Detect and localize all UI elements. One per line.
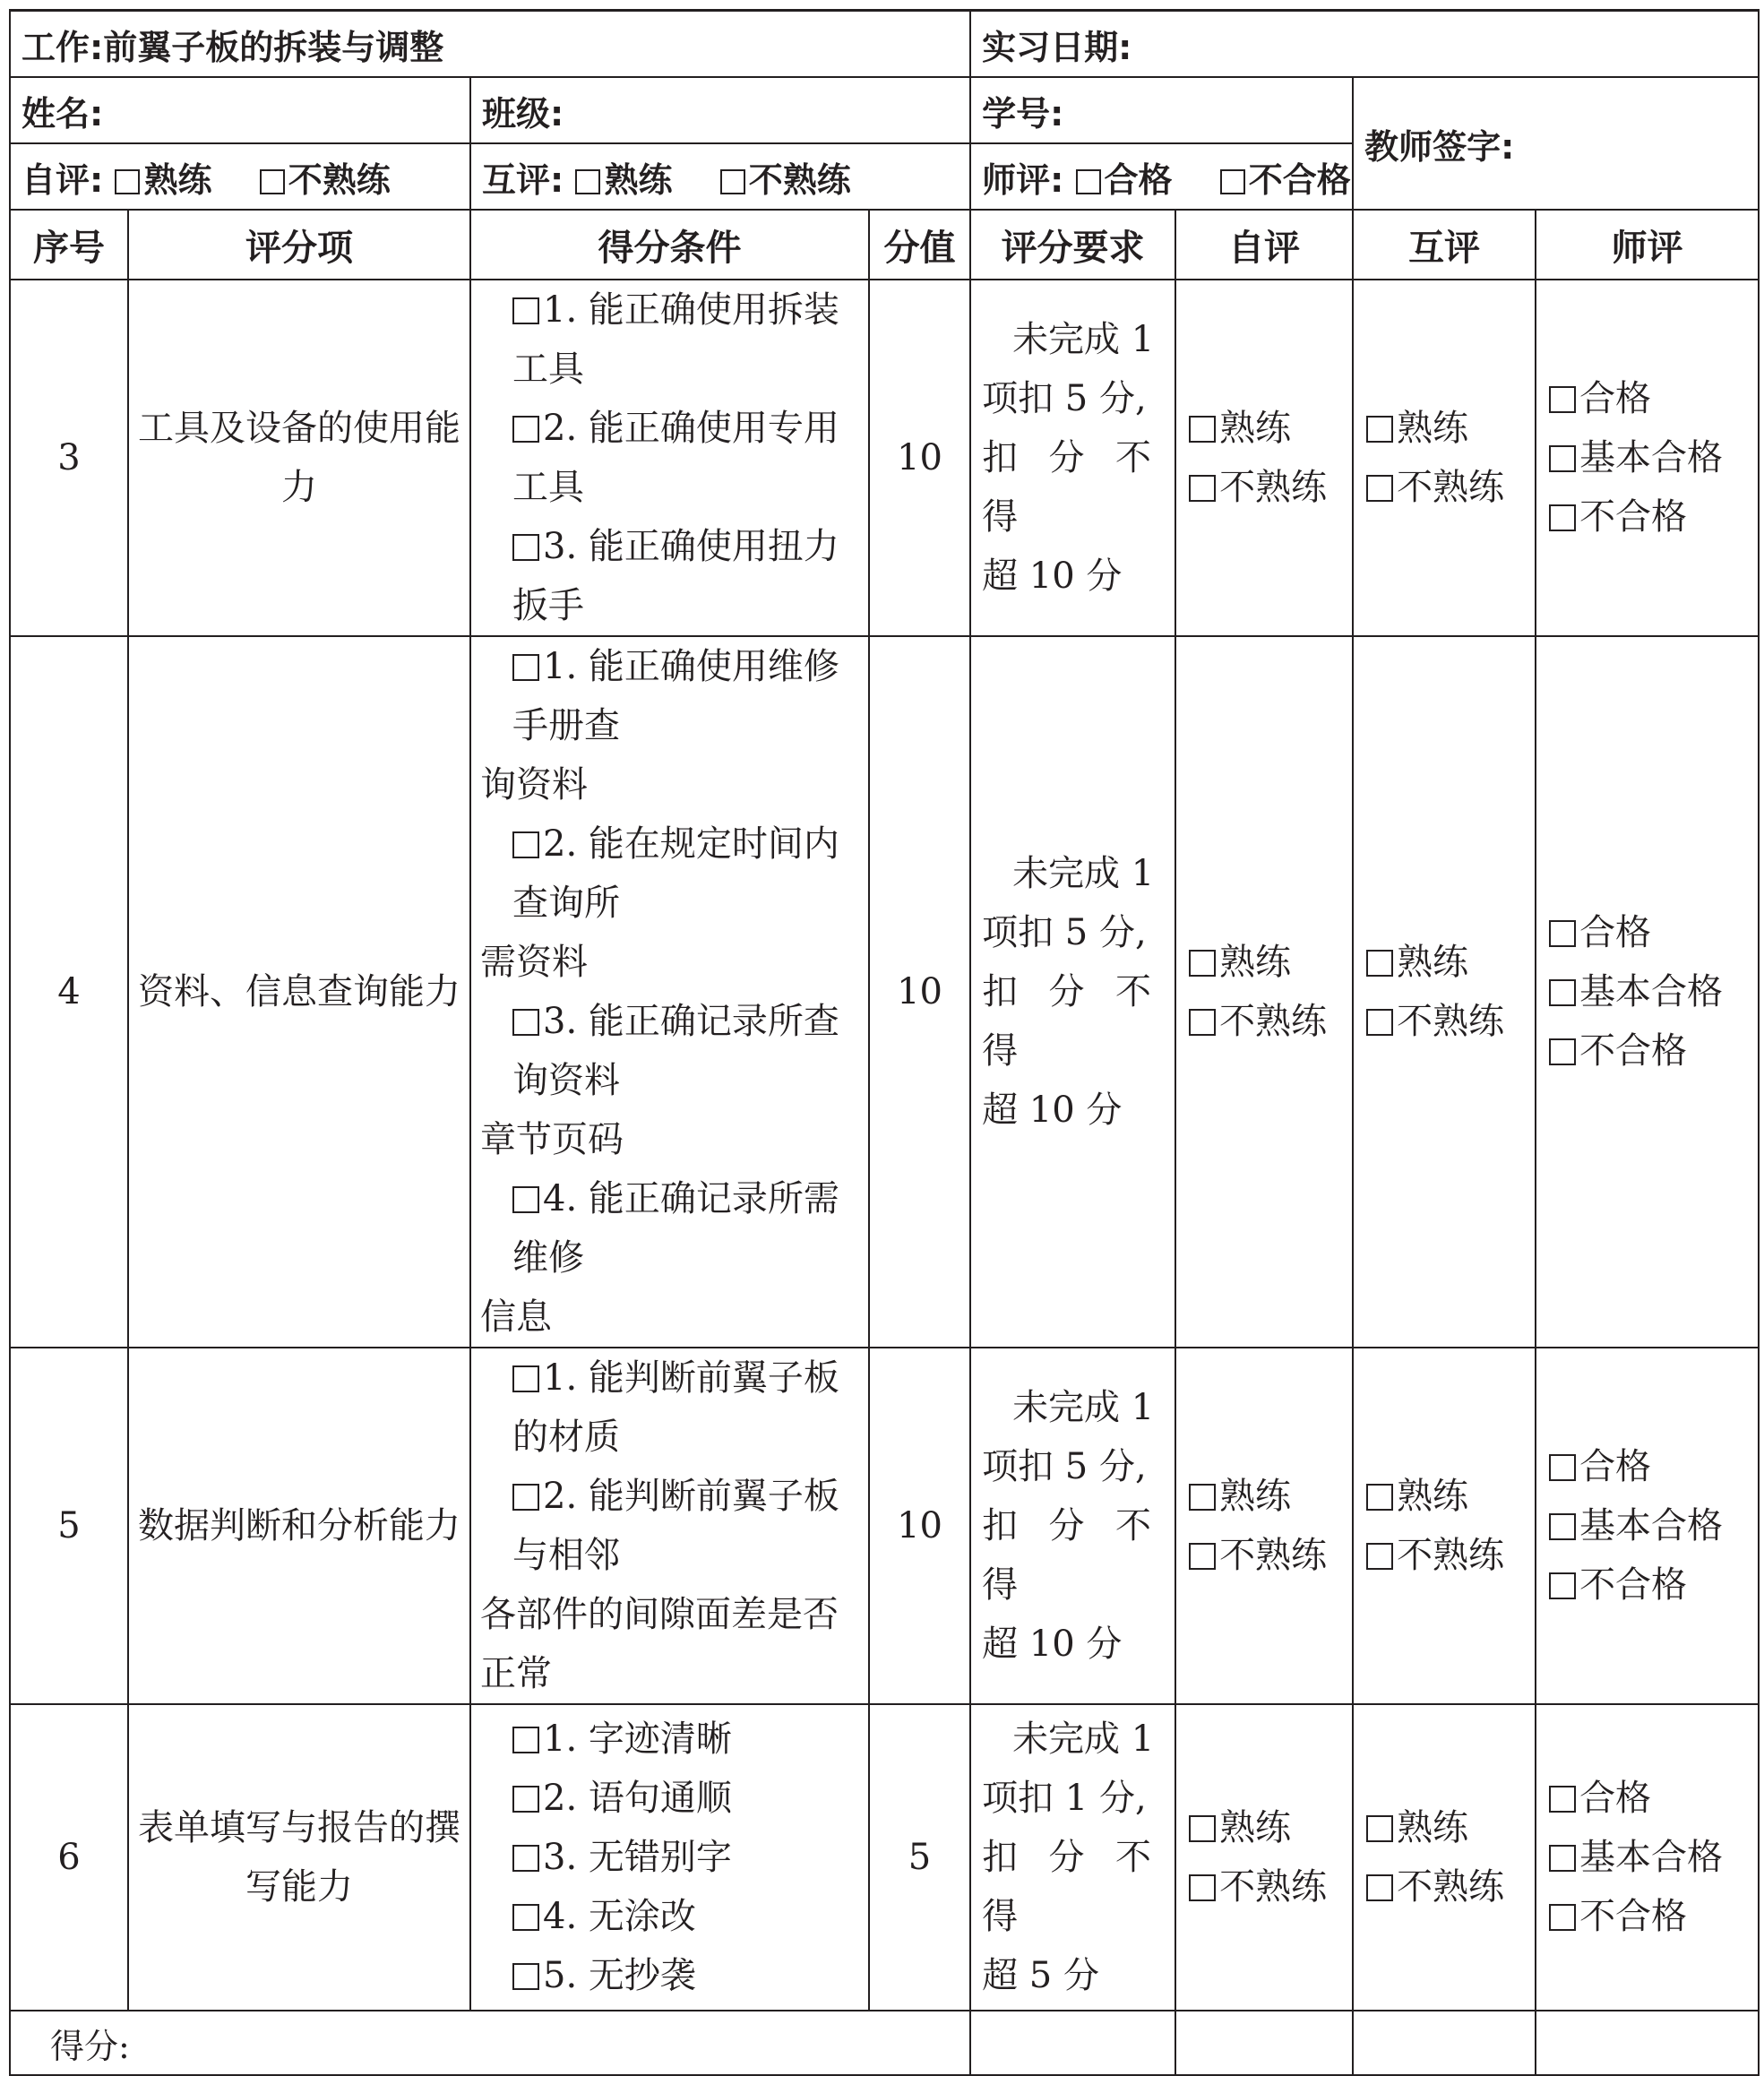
- option-label: 合格: [1579, 912, 1652, 953]
- requirement-cell: [970, 636, 1175, 1348]
- condition-text: 3. 能正确记录所查询资料: [512, 1001, 839, 1101]
- option-line: [1366, 458, 1535, 517]
- option-label: 不熟练: [1397, 1001, 1505, 1042]
- option-line: [1549, 428, 1758, 487]
- item-label: 信息查询: [245, 971, 389, 1012]
- condition-line: [480, 933, 859, 992]
- student-id-label: 学号:: [982, 93, 1064, 134]
- condition-line: [480, 1769, 859, 1828]
- option-label: 熟练: [1219, 1807, 1292, 1848]
- option-line: [1366, 399, 1535, 458]
- condition-text: 各部件的间隙面差是否正常: [480, 1594, 839, 1694]
- col-points: 分值: [869, 210, 970, 280]
- date-label: 实习日期:: [982, 27, 1132, 67]
- condition-text: 5. 无抄袭: [543, 1955, 696, 1996]
- self-eval-cell: [1175, 1704, 1353, 2011]
- date-cell: [970, 11, 1759, 78]
- teacher-eval-cell: [1536, 280, 1759, 636]
- class-cell: [470, 77, 970, 143]
- checkbox[interactable]: [1549, 1038, 1576, 1065]
- seq-number: 3: [57, 437, 81, 478]
- option-label: 基本合格: [1579, 437, 1724, 478]
- option-label: 不熟练: [1397, 1866, 1505, 1908]
- peer-eval-cell: [1353, 1348, 1536, 1704]
- item-cell: [128, 280, 470, 636]
- score-requirement-cell: [970, 2011, 1175, 2075]
- item-label: 备的使用: [281, 408, 425, 449]
- condition-text: 信息: [480, 1296, 552, 1338]
- name-cell: [10, 77, 470, 143]
- assessment-table: [9, 9, 1760, 2076]
- seq-cell: [10, 1348, 128, 1704]
- option-label: 不熟练: [1397, 467, 1505, 508]
- condition-text: 3. 无错别字: [543, 1837, 732, 1878]
- item-cell: [128, 636, 470, 1348]
- requirement-line: 超 10 分: [982, 1090, 1123, 1131]
- requirement-line: 超 5 分: [982, 1955, 1099, 1996]
- option-line: [1549, 1437, 1758, 1496]
- class-label: 班级:: [482, 93, 564, 134]
- checkbox[interactable]: [1189, 1815, 1216, 1842]
- score-teacher-cell: [1536, 2011, 1759, 2075]
- requirement-line: 未完成 1: [1012, 319, 1155, 360]
- checkbox[interactable]: [512, 1009, 539, 1036]
- condition-text: 4. 无涂改: [543, 1896, 696, 1937]
- checkbox[interactable]: [1189, 1543, 1216, 1570]
- condition-text: 4. 能正确记录所需维修: [512, 1178, 839, 1279]
- option-line: [1549, 487, 1758, 547]
- item-label: 表单填写: [138, 1807, 281, 1848]
- checkbox[interactable]: [512, 534, 539, 561]
- checkbox[interactable]: [512, 1786, 539, 1813]
- condition-text: 章节页码: [480, 1119, 624, 1160]
- requirement-line: 未完成 1: [1012, 1387, 1155, 1428]
- condition-line: [480, 755, 859, 814]
- peer-eval-label: 互评:: [482, 159, 564, 200]
- checkbox[interactable]: [1366, 950, 1393, 977]
- option-label: 不熟练: [1219, 1001, 1328, 1042]
- col-requirement: 评分要求: [970, 210, 1175, 280]
- checkbox[interactable]: [720, 169, 745, 194]
- requirement-cell: [970, 280, 1175, 636]
- info-row-name: [10, 77, 1759, 143]
- option-label: 熟练: [1397, 942, 1469, 983]
- checkbox[interactable]: [1549, 1845, 1576, 1872]
- option-line: [1549, 962, 1758, 1021]
- requirement-line: 扣分不得: [982, 437, 1165, 538]
- checkbox[interactable]: [1366, 1874, 1393, 1901]
- col-item: 评分项: [128, 210, 470, 280]
- checkbox[interactable]: [512, 1186, 539, 1213]
- col-self: 自评: [1175, 210, 1353, 280]
- condition-line: [480, 1110, 859, 1169]
- checkbox[interactable]: [1220, 169, 1245, 194]
- seq-number: 6: [57, 1837, 81, 1878]
- option-label: 合格: [1579, 1778, 1652, 1819]
- option-label: 不合格: [1579, 1896, 1688, 1937]
- option-label: 不熟练: [748, 159, 851, 200]
- option-label: 熟练: [143, 159, 212, 200]
- teacher-eval-label: 师评:: [982, 159, 1064, 200]
- student-id-cell: [970, 77, 1353, 143]
- option-label: 不熟练: [1397, 1535, 1505, 1576]
- condition-text: 3. 能正确使用扭力扳手: [512, 526, 839, 626]
- condition-text: 询资料: [480, 764, 588, 805]
- condition-line: [480, 399, 859, 517]
- requirement-line: 未完成 1: [1012, 1719, 1155, 1760]
- checkbox[interactable]: [1549, 445, 1576, 472]
- seq-number: 5: [57, 1505, 81, 1546]
- condition-line: [480, 1348, 859, 1467]
- teacher-eval-cell: [1536, 1704, 1759, 2011]
- col-condition: 得分条件: [470, 210, 869, 280]
- option-label: 基本合格: [1579, 971, 1724, 1012]
- condition-line: [480, 992, 859, 1110]
- condition-cell: [470, 636, 869, 1348]
- condition-text: 2. 能在规定时间内查询所: [512, 823, 839, 924]
- condition-text: 2. 语句通顺: [543, 1778, 732, 1819]
- option-label: 不熟练: [1219, 467, 1328, 508]
- seq-cell: [10, 1704, 128, 2011]
- item-label: 能力: [389, 971, 460, 1012]
- points-cell: [869, 636, 970, 1348]
- option-line: [1549, 1496, 1758, 1555]
- option-line: [1549, 1887, 1758, 1946]
- checkbox[interactable]: [1366, 475, 1393, 502]
- option-line: [1549, 1828, 1758, 1887]
- checkbox[interactable]: [1549, 920, 1576, 947]
- score-peer-cell: [1353, 2011, 1536, 2075]
- checkbox[interactable]: [512, 297, 539, 324]
- work-label: 工作:: [22, 27, 104, 67]
- condition-cell: [470, 280, 869, 636]
- condition-text: 2. 能正确使用专用工具: [512, 408, 839, 508]
- checkbox[interactable]: [1549, 504, 1576, 531]
- checkbox[interactable]: [1549, 386, 1576, 413]
- self-eval-label: 自评:: [22, 159, 104, 200]
- checkbox[interactable]: [1189, 1484, 1216, 1511]
- item-label: 能力: [389, 1505, 460, 1546]
- peer-eval-cell: [1353, 636, 1536, 1348]
- condition-line: [480, 1887, 859, 1946]
- option-label: 不熟练: [288, 159, 391, 200]
- option-label: 不熟练: [1219, 1866, 1328, 1908]
- condition-line: [480, 280, 859, 399]
- checkbox[interactable]: [1189, 475, 1216, 502]
- points-value: 5: [908, 1837, 932, 1878]
- checkbox[interactable]: [1549, 1513, 1576, 1540]
- seq-cell: [10, 636, 128, 1348]
- option-line: [1366, 933, 1535, 992]
- teacher-eval-cell: [1536, 1348, 1759, 1704]
- assessment-sheet: [9, 9, 1758, 2066]
- checkbox[interactable]: [1189, 950, 1216, 977]
- option-label: 熟练: [1397, 1807, 1469, 1848]
- work-value: 前翼子板的拆装与调整: [103, 27, 444, 67]
- option-line: [1549, 369, 1758, 428]
- self-eval-cell: [1175, 280, 1353, 636]
- seq-cell: [10, 280, 128, 636]
- checkbox[interactable]: [512, 1845, 539, 1872]
- condition-cell: [470, 1704, 869, 2011]
- requirement-line: 超 10 分: [982, 556, 1123, 597]
- condition-line: [480, 517, 859, 635]
- option-label: 熟练: [1219, 1476, 1292, 1517]
- condition-line: [480, 1288, 859, 1347]
- teacher-sign-cell: [1353, 77, 1759, 210]
- item-label: 能力: [281, 408, 460, 508]
- checkbox[interactable]: [260, 169, 285, 194]
- checkbox[interactable]: [512, 1484, 539, 1511]
- checkbox[interactable]: [1076, 169, 1101, 194]
- peer-eval-cell: [1353, 1704, 1536, 2011]
- teacher-eval-cell: [1536, 636, 1759, 1348]
- checkbox[interactable]: [1549, 1454, 1576, 1481]
- table-body: [10, 280, 1759, 2011]
- item-label: 工具及设: [138, 408, 281, 449]
- requirement-cell: [970, 1348, 1175, 1704]
- condition-text: 1. 能判断前翼子板的材质: [512, 1357, 839, 1458]
- option-line: [1366, 1798, 1535, 1857]
- condition-text: 1. 能正确使用维修手册查: [512, 646, 839, 746]
- option-line: [1189, 1798, 1352, 1857]
- option-label: 熟练: [1397, 408, 1469, 449]
- requirement-line: 项扣 5 分,: [982, 378, 1147, 419]
- col-teacher: 师评: [1536, 210, 1759, 280]
- table-row: [10, 280, 1759, 636]
- self-eval-cell: [10, 143, 470, 210]
- option-label: 不合格: [1579, 496, 1688, 538]
- option-line: [1189, 399, 1352, 458]
- item-cell: [128, 1348, 470, 1704]
- item-label: 与报告的: [281, 1807, 425, 1848]
- option-line: [1189, 458, 1352, 517]
- option-line: [1189, 1857, 1352, 1917]
- self-eval-cell: [1175, 636, 1353, 1348]
- col-seq: 序号: [10, 210, 128, 280]
- score-self-cell: [1175, 2011, 1353, 2075]
- work-cell: [10, 11, 970, 78]
- checkbox[interactable]: [512, 831, 539, 858]
- checkbox[interactable]: [1189, 1009, 1216, 1036]
- condition-line: [480, 1585, 859, 1703]
- requirement-line: 项扣 5 分,: [982, 1446, 1147, 1487]
- self-eval-cell: [1175, 1348, 1353, 1704]
- checkbox[interactable]: [1549, 1904, 1576, 1931]
- table-row: [10, 1704, 1759, 2011]
- checkbox[interactable]: [1189, 1874, 1216, 1901]
- score-row: [10, 2011, 1759, 2075]
- column-header-row: [10, 210, 1759, 280]
- condition-line: [480, 1467, 859, 1585]
- table-row: [10, 1348, 1759, 1704]
- option-label: 合格: [1579, 1446, 1652, 1487]
- option-line: [1366, 1526, 1535, 1585]
- checkbox[interactable]: [1366, 1484, 1393, 1511]
- peer-eval-cell: [470, 143, 970, 210]
- option-line: [1189, 933, 1352, 992]
- option-label: 熟练: [1219, 942, 1292, 983]
- option-line: [1549, 903, 1758, 962]
- score-cell: [10, 2011, 970, 2075]
- col-peer: 互评: [1353, 210, 1536, 280]
- option-line: [1189, 1526, 1352, 1585]
- option-label: 熟练: [604, 159, 673, 200]
- checkbox[interactable]: [512, 1963, 539, 1990]
- requirement-line: 超 10 分: [982, 1624, 1123, 1665]
- option-label: 不合格: [1579, 1564, 1688, 1606]
- condition-line: [480, 1710, 859, 1769]
- points-value: 10: [897, 971, 942, 1012]
- peer-eval-cell: [1353, 280, 1536, 636]
- condition-line: [480, 637, 859, 755]
- requirement-line: 扣分不得: [982, 1505, 1165, 1606]
- checkbox[interactable]: [115, 169, 140, 194]
- table-row: [10, 636, 1759, 1348]
- checkbox[interactable]: [512, 1904, 539, 1931]
- item-label: 资料、: [138, 971, 245, 1012]
- option-label: 不熟练: [1219, 1535, 1328, 1576]
- option-line: [1366, 1467, 1535, 1526]
- condition-text: 1. 能正确使用拆装工具: [512, 289, 839, 390]
- option-line: [1549, 1769, 1758, 1828]
- option-line: [1366, 1857, 1535, 1917]
- checkbox[interactable]: [512, 416, 539, 443]
- name-label: 姓名:: [22, 93, 104, 134]
- checkbox[interactable]: [1366, 416, 1393, 443]
- option-label: 合格: [1579, 378, 1652, 419]
- requirement-cell: [970, 1704, 1175, 2011]
- checkbox[interactable]: [1549, 979, 1576, 1006]
- condition-line: [480, 1946, 859, 2005]
- checkbox[interactable]: [512, 1365, 539, 1392]
- checkbox[interactable]: [1189, 416, 1216, 443]
- checkbox[interactable]: [1366, 1815, 1393, 1842]
- condition-line: [480, 1828, 859, 1887]
- option-label: 合格: [1104, 159, 1173, 200]
- requirement-line: 项扣 5 分,: [982, 912, 1147, 953]
- condition-line: [480, 1169, 859, 1288]
- item-label: 撰写能力: [245, 1807, 460, 1908]
- checkbox[interactable]: [1366, 1543, 1393, 1570]
- requirement-line: 扣分不得: [982, 971, 1165, 1072]
- points-value: 10: [897, 437, 942, 478]
- option-line: [1366, 992, 1535, 1051]
- seq-number: 4: [57, 971, 81, 1012]
- checkbox[interactable]: [1549, 1786, 1576, 1813]
- info-row-work: [10, 11, 1759, 78]
- checkbox[interactable]: [575, 169, 600, 194]
- option-label: 熟练: [1397, 1476, 1469, 1517]
- points-value: 10: [897, 1505, 942, 1546]
- teacher-sign-label: 教师签字:: [1364, 126, 1515, 167]
- checkbox[interactable]: [512, 1727, 539, 1753]
- condition-text: 1. 字迹清晰: [543, 1719, 732, 1760]
- option-label: 基本合格: [1579, 1837, 1724, 1878]
- requirement-line: 扣分不得: [982, 1837, 1165, 1937]
- item-label: 数据判断: [138, 1505, 281, 1546]
- checkbox[interactable]: [1366, 1009, 1393, 1036]
- requirement-line: 项扣 1 分,: [982, 1778, 1147, 1819]
- option-label: 熟练: [1219, 408, 1292, 449]
- option-label: 不合格: [1248, 159, 1351, 200]
- condition-line: [480, 814, 859, 933]
- points-cell: [869, 1704, 970, 2011]
- condition-text: 需资料: [480, 942, 588, 983]
- item-cell: [128, 1704, 470, 2011]
- option-line: [1549, 1555, 1758, 1615]
- item-label: 和分析: [281, 1505, 389, 1546]
- option-label: 基本合格: [1579, 1505, 1724, 1546]
- option-line: [1549, 1021, 1758, 1081]
- points-cell: [869, 280, 970, 636]
- condition-text: 2. 能判断前翼子板与相邻: [512, 1476, 839, 1576]
- teacher-eval-cell: [970, 143, 1353, 210]
- score-label: 得分:: [50, 2026, 130, 2066]
- points-cell: [869, 1348, 970, 1704]
- checkbox[interactable]: [512, 654, 539, 681]
- option-label: 不合格: [1579, 1030, 1688, 1072]
- requirement-line: 未完成 1: [1012, 853, 1155, 894]
- condition-cell: [470, 1348, 869, 1704]
- option-line: [1189, 992, 1352, 1051]
- option-line: [1189, 1467, 1352, 1526]
- checkbox[interactable]: [1549, 1572, 1576, 1599]
